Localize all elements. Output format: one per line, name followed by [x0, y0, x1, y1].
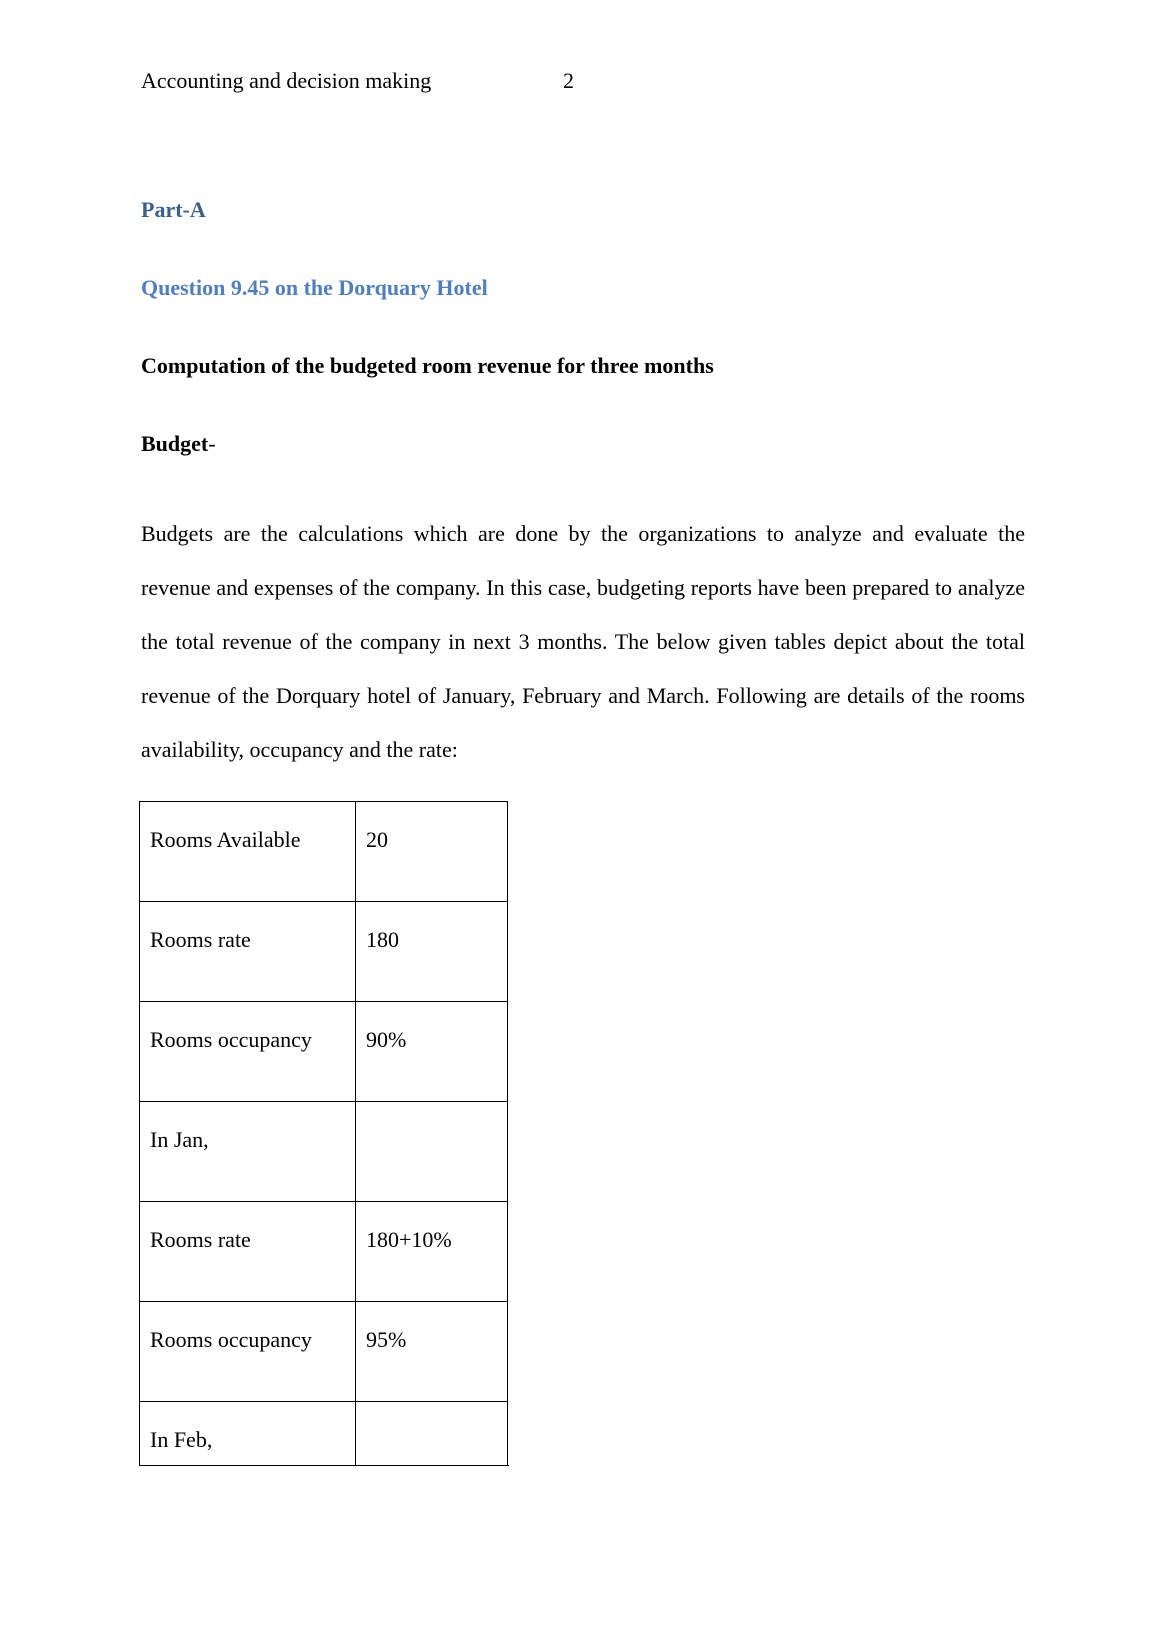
table-cell-label: In Jan,	[140, 1102, 356, 1202]
table-cell-label: In Feb,	[140, 1402, 356, 1467]
running-header-title: Accounting and decision making	[141, 68, 432, 93]
table-cell-value	[356, 1402, 508, 1467]
table-cell-value: 95%	[356, 1302, 508, 1402]
room-details-table	[139, 801, 508, 1466]
table-cell-label: Rooms occupancy	[140, 1002, 356, 1102]
budget-heading-suffix: -	[208, 431, 216, 456]
table-row	[140, 1102, 508, 1202]
table-cell-value: 20	[356, 802, 508, 902]
table-row	[140, 1202, 508, 1302]
table-cell-label: Rooms rate	[140, 902, 356, 1002]
budget-heading-bold: Budget	[141, 431, 209, 456]
table-row	[140, 802, 508, 902]
table-cell-value: 180+10%	[356, 1202, 508, 1302]
table-cell-label: Rooms rate	[140, 1202, 356, 1302]
page-number: 2	[563, 68, 574, 93]
table-row	[140, 1402, 508, 1467]
table-row	[140, 1302, 508, 1402]
budget-paragraph: Budgets are the calculations which are done by the organizations to analyze and evaluate the revenue and expenses of the company. In this case, budgeting reports have been prepared to analyze the total revenue of the company in next 3 months. The below given tables depict about the total revenue of the Dorquary hotel of January, February and March. Following are details of the rooms availability, occupancy and the rate:	[141, 521, 1025, 762]
table-cell-value	[356, 1102, 508, 1202]
table-row	[140, 1002, 508, 1102]
room-details-table-container	[139, 801, 509, 1466]
table-cell-label: Rooms occupancy	[140, 1302, 356, 1402]
table-row	[140, 902, 508, 1002]
part-heading: Part-A	[141, 197, 206, 222]
budget-heading	[141, 430, 216, 458]
table-cell-value: 90%	[356, 1002, 508, 1102]
question-heading: Question 9.45 on the Dorquary Hotel	[141, 275, 488, 300]
table-cell-value: 180	[356, 902, 508, 1002]
section-heading: Computation of the budgeted room revenue for three months	[141, 353, 714, 378]
table-cell-label: Rooms Available	[140, 802, 356, 902]
